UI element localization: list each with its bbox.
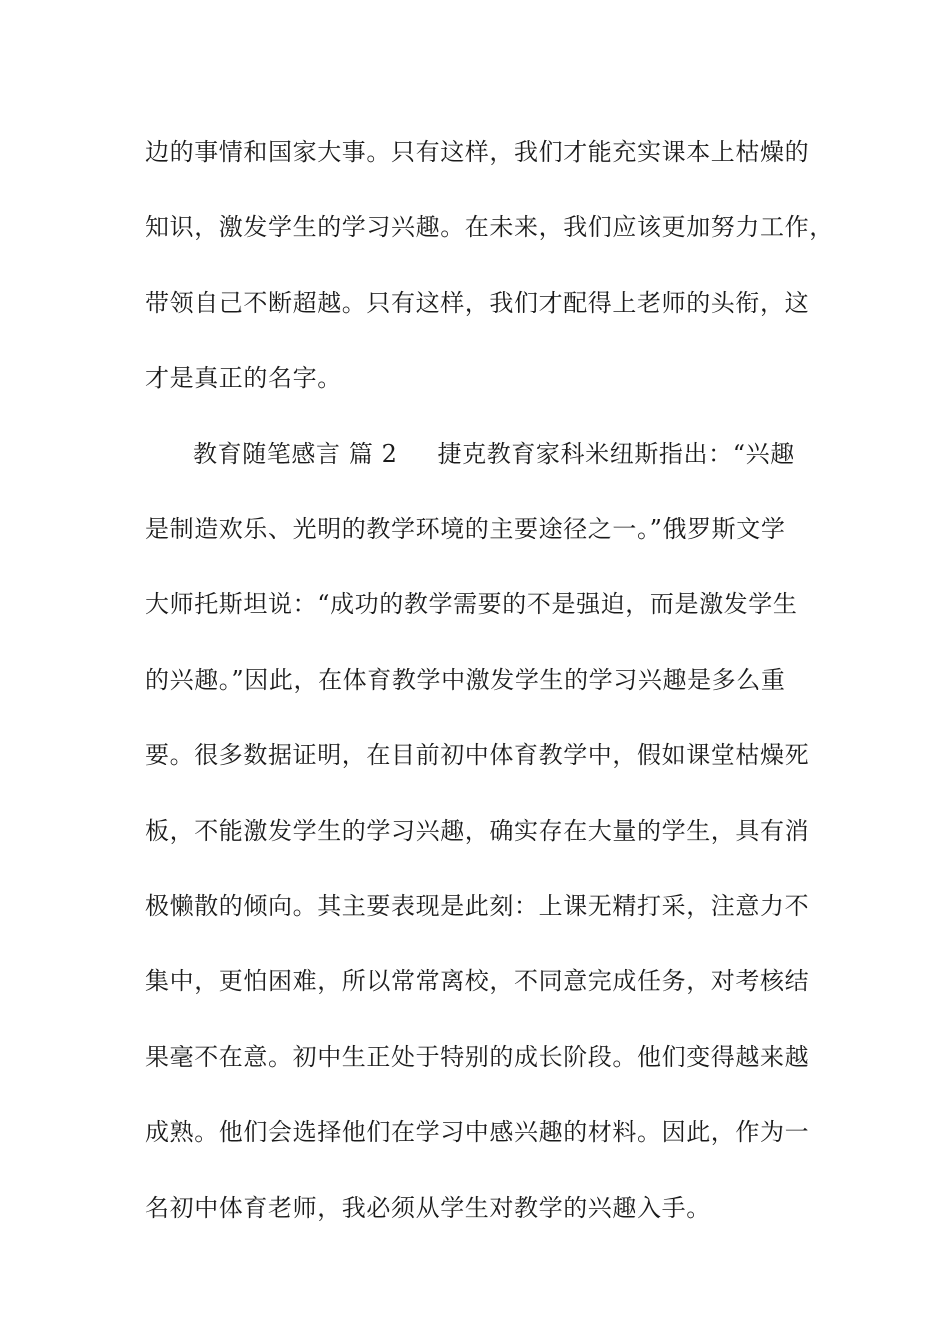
section-heading-line — [193, 438, 873, 470]
paragraph-line: 成熟。他们会选择他们在学习中感兴趣的材料。因此，作为一 — [145, 1118, 810, 1146]
paragraph-line: 知识，激发学生的学习兴趣。在未来，我们应该更加努力工作， — [145, 213, 834, 241]
paragraph-line: 果毫不在意。初中生正处于特别的成长阶段。他们变得越来越 — [145, 1043, 810, 1071]
paragraph-line: 集中，更怕困难，所以常常离校，不同意完成任务，对考核结 — [145, 967, 810, 995]
paragraph-line: 的兴趣。”因此，在体育教学中激发学生的学习兴趣是多么重 — [145, 666, 786, 694]
section-heading: 教育随笔感言 篇 2 — [193, 440, 398, 468]
paragraph-line: 大师托斯坦说：“成功的教学需要的不是强迫，而是激发学生 — [145, 590, 798, 618]
paragraph-line: 要。很多数据证明，在目前初中体育教学中，假如课堂枯燥死 — [145, 741, 810, 769]
paragraph-line: 才是真正的名字。 — [145, 364, 342, 392]
paragraph-line: 带领自己不断超越。只有这样，我们才配得上老师的头衔，这 — [145, 289, 810, 317]
paragraph-line: 板，不能激发学生的学习兴趣，确实存在大量的学生，具有消 — [145, 817, 810, 845]
paragraph-line: 边的事情和国家大事。只有这样，我们才能充实课本上枯燥的 — [145, 138, 810, 166]
paragraph-line: 是制造欢乐、光明的教学环境的主要途径之一。”俄罗斯文学 — [145, 515, 786, 543]
section-first-line: 捷克教育家科米纽斯指出：“兴趣 — [437, 440, 795, 468]
paragraph-line: 名初中体育老师，我必须从学生对教学的兴趣入手。 — [145, 1194, 711, 1222]
paragraph-line: 极懒散的倾向。其主要表现是此刻：上课无精打采，注意力不 — [145, 892, 810, 920]
